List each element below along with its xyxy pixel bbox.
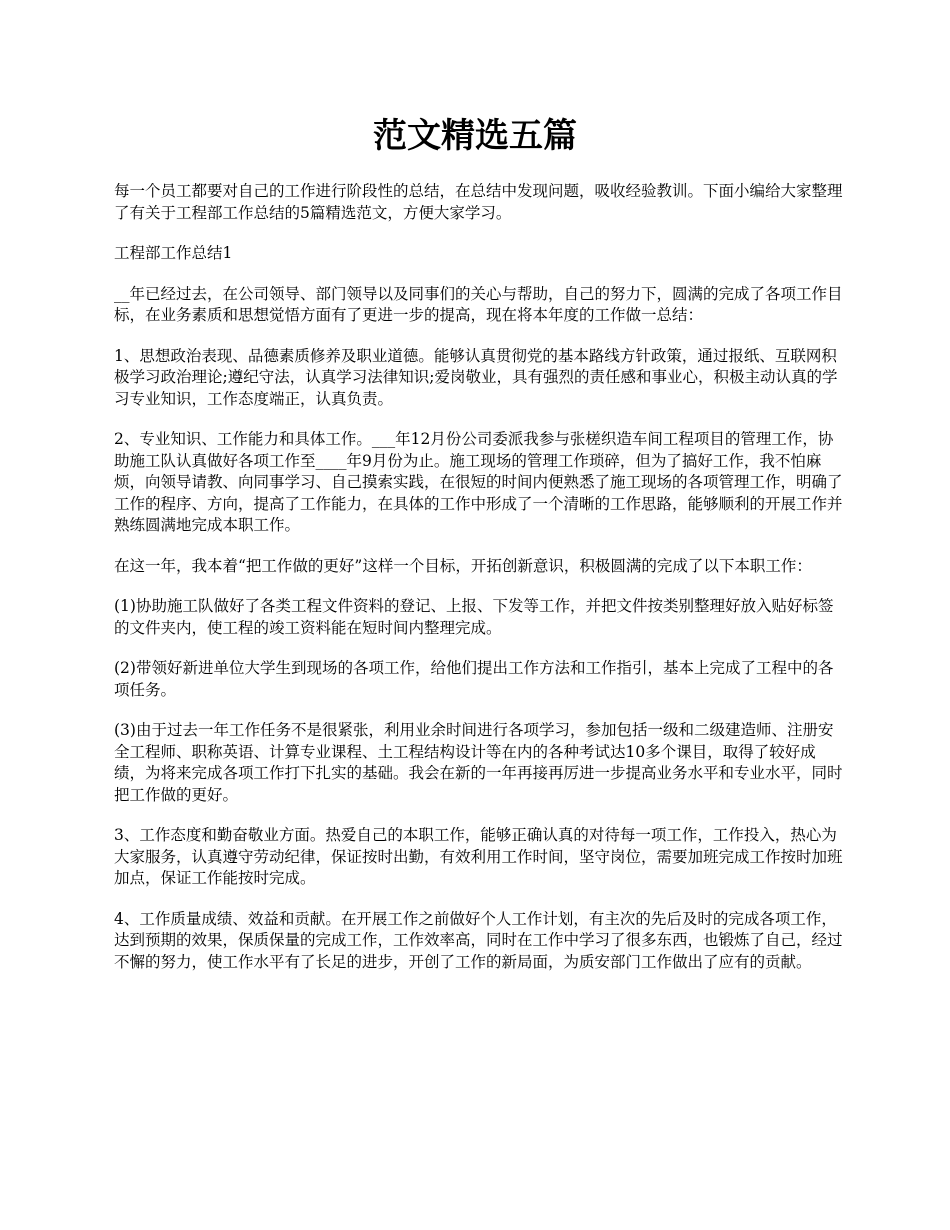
section-heading: 工程部工作总结1 [114, 244, 233, 262]
page-title: 范文精选五篇 [373, 116, 577, 156]
paragraph-goal: 在这一年，我本着“把工作做的更好”这样一个目标，开拓创新意识，积极圆满的完成了以下本职工作： [114, 556, 812, 575]
paragraph-professional: 2、专业知识、工作能力和具体工作。___年12月份公司委派我参与张槎织造车间工程项目的管理工作，协助施工队认真做好各项工作至____年9月份为止。施工现场的管理工作琐碎，但为了搞好工作，我不怕麻烦，向领导请教、向同事学习、自己摸索实践，在很短的时间内便熟悉了施工现场的各项管理工作，明确了工作的程序、方向，提高了工作能力，在具体的工作中形成了一个清晰的工作思路，能够顺利的开展工作并熟练圆满地完成本职工作。 [114, 430, 843, 534]
paragraph-political: 1、思想政治表现、品德素质修养及职业道德。能够认真贯彻党的基本路线方针政策，通过报纸、互联网积极学习政治理论;遵纪守法，认真学习法律知识;爱岗敬业，具有强烈的责任感和事业心，积极主动认真的学习专业知识，工作态度端正，认真负责。 [114, 346, 838, 408]
opening-paragraph: __年已经过去，在公司领导、部门领导以及同事们的关心与帮助，自己的努力下，圆满的完成了各项工作目标，在业务素质和思想觉悟方面有了更进一步的提高，现在将本年度的工作做一总结： [114, 284, 843, 324]
document-body [114, 181, 844, 992]
list-item-1: (1)协助施工队做好了各类工程文件资料的登记、上报、下发等工作，并把文件按类别整理好放入贴好标签的文件夹内，使工程的竣工资料能在短时间内整理完成。 [114, 597, 834, 637]
paragraph-quality: 4、工作质量成绩、效益和贡献。在开展工作之前做好个人工作计划，有主次的先后及时的完成各项工作，达到预期的效果，保质保量的完成工作，工作效率高，同时在工作中学习了很多东西，也锻炼了自己，经过不懈的努力，使工作水平有了长足的进步，开创了工作的新局面，为质安部门工作做出了应有的贡献。 [114, 909, 843, 971]
list-item-2: (2)带领好新进单位大学生到现场的各项工作，给他们提出工作方法和工作指引，基本上完成了工程中的各项任务。 [114, 659, 834, 699]
intro-paragraph: 每一个员工都要对自己的工作进行阶段性的总结，在总结中发现问题，吸收经验教训。下面小编给大家整理了有关于工程部工作总结的5篇精选范文，方便大家学习。 [114, 182, 843, 222]
paragraph-attitude: 3、工作态度和勤奋敬业方面。热爱自己的本职工作，能够正确认真的对待每一项工作，工作投入，热心为大家服务，认真遵守劳动纪律，保证按时出勤，有效利用工作时间，坚守岗位，需要加班完成工作按时加班加点，保证工作能按时完成。 [114, 826, 843, 887]
list-item-3: (3)由于过去一年工作任务不是很紧张，利用业余时间进行各项学习，参加包括一级和二级建造师、注册安全工程师、职称英语、计算专业课程、土工程结构设计等在内的各种考试达10多个课目，取得了较好成绩，为将来完成各项工作打下扎实的基础。我会在新的一年再接再厉进一步提高业务水平和专业水平，同时把工作做的更好。 [114, 721, 843, 804]
